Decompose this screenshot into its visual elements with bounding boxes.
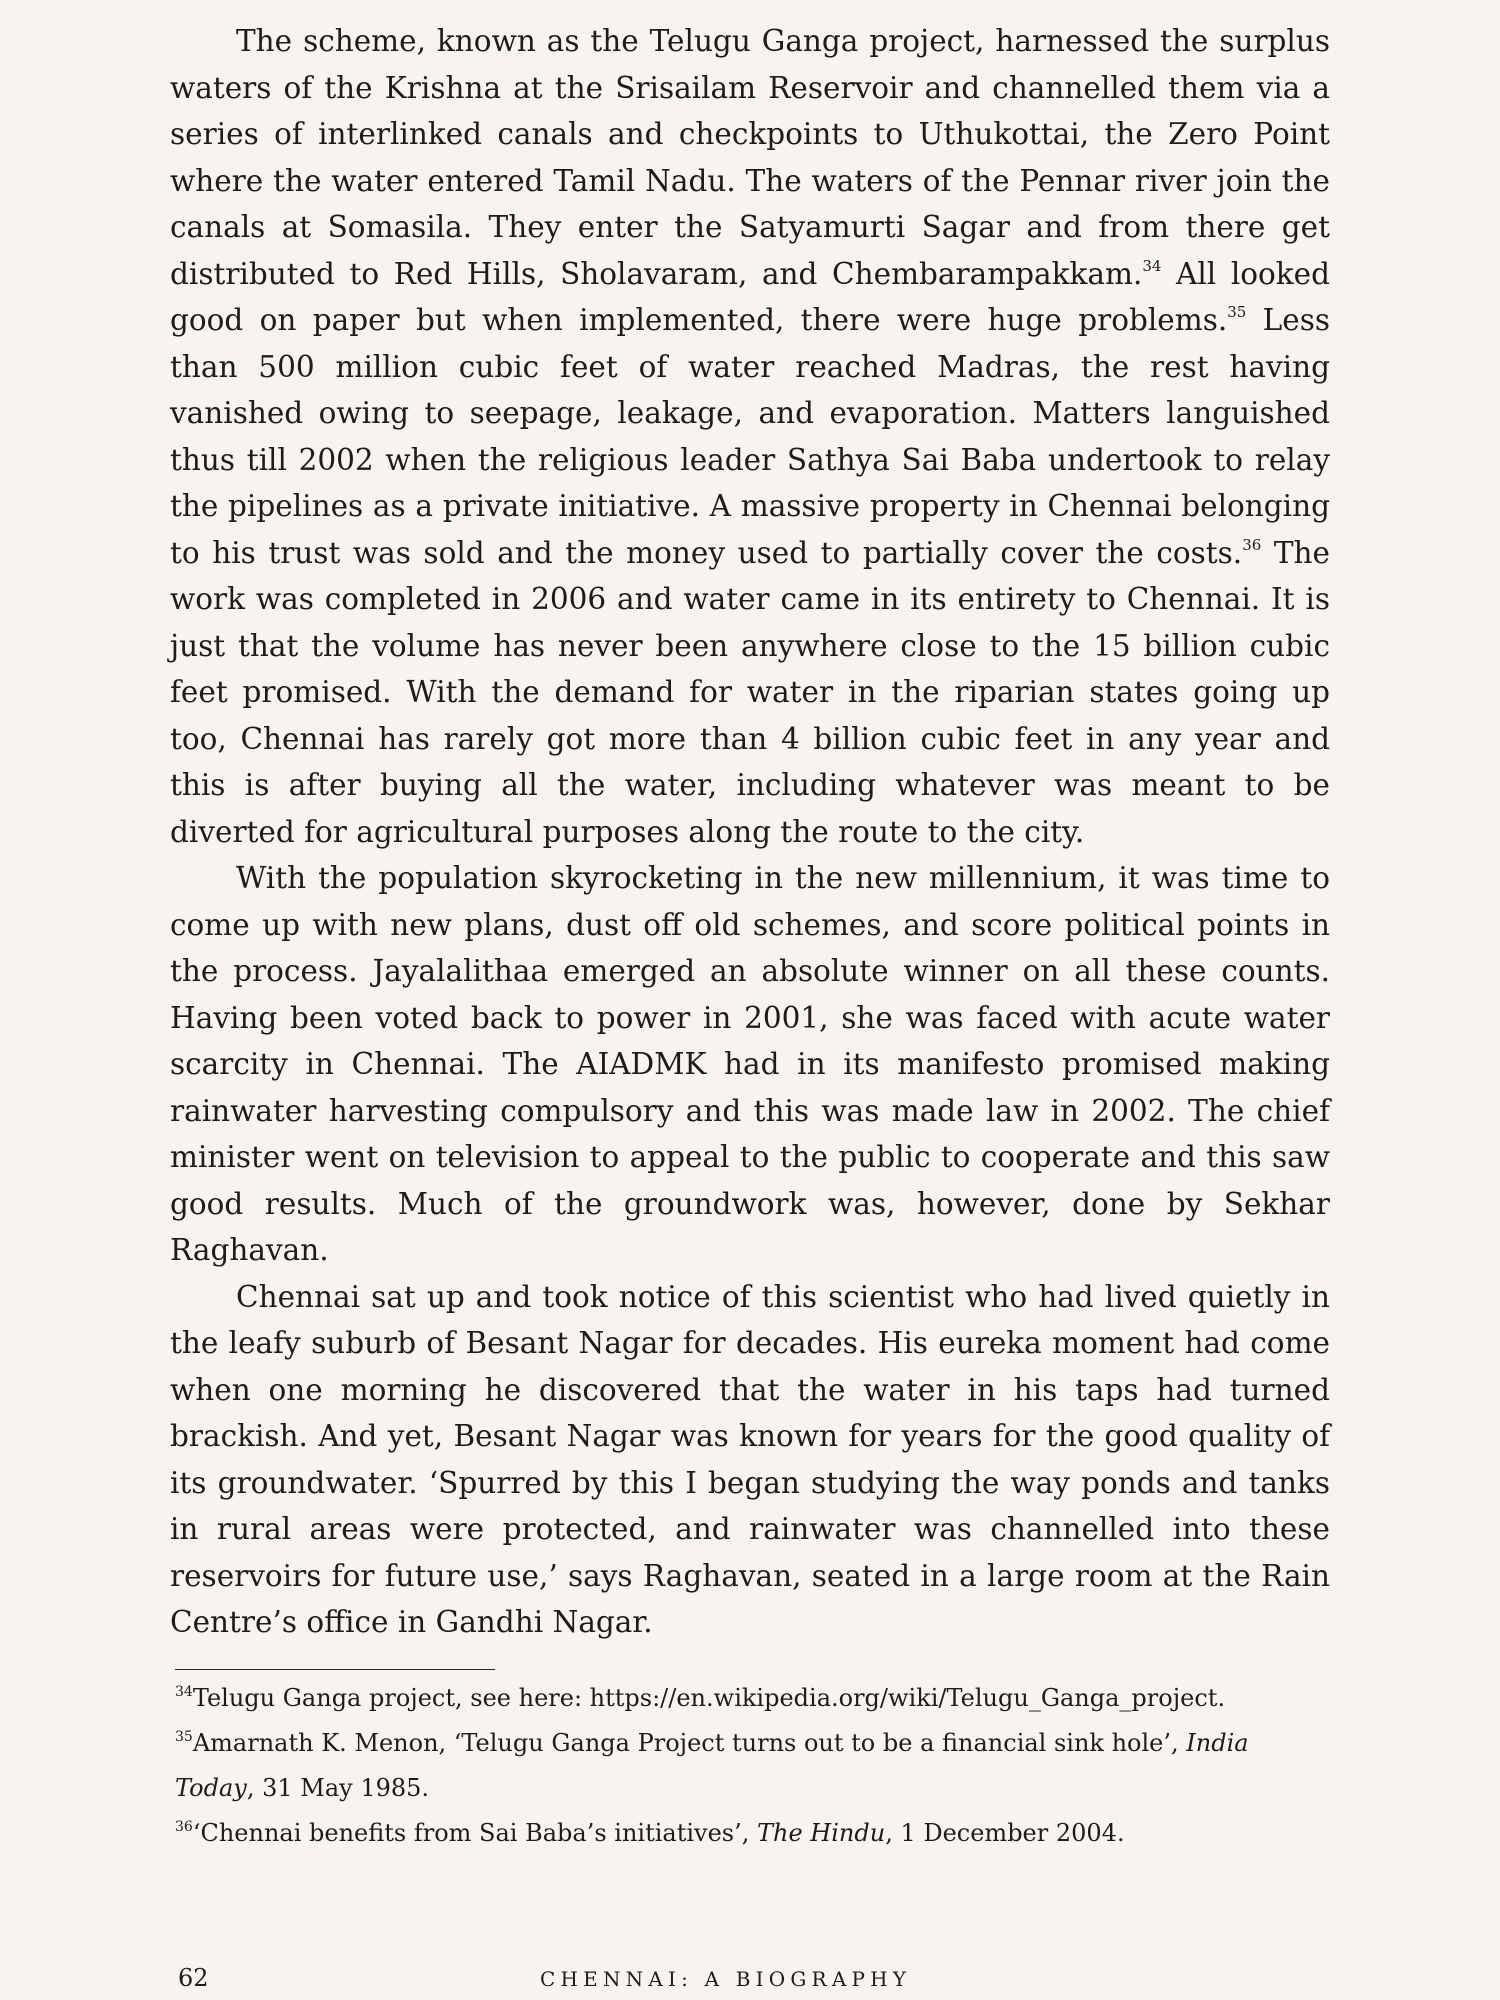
footnote-date: , 31 May 1985. xyxy=(246,1774,430,1802)
page-number: 62 xyxy=(178,1964,209,1992)
footnote-34 xyxy=(175,1676,1335,1721)
paragraph-text: All looked good on paper but when implemented, there were huge problems. xyxy=(170,256,1330,337)
paragraph-telugu-ganga xyxy=(170,18,1330,855)
footnote-ref-34: 34 xyxy=(1142,256,1162,275)
footnote-divider xyxy=(175,1669,495,1670)
footnote-number: 34 xyxy=(175,1684,193,1700)
paragraph-text: The work was completed in 2006 and water came in its entirety to Chennai. It is just that the volume has never been anywhere close to the 15 billion cubic feet promised. With the demand for water in the riparian states going up too, Chennai has rarely got more than 4 billion cubic feet in any year and this is after buying all the water, including whatever was meant to be diverted for agricultural purposes along the route to the city. xyxy=(170,535,1330,849)
body-text xyxy=(170,18,1330,1646)
footnote-text: Telugu Ganga project, see here: https://en.wikipedia.org/wiki/Telugu_Ganga_project. xyxy=(192,1684,1226,1712)
footnote-35 xyxy=(175,1721,1335,1811)
footnote-source-title: The Hindu xyxy=(757,1819,886,1847)
footnote-text: Amarnath K. Menon, ‘Telugu Ganga Project turns out to be a financial sink hole’, xyxy=(192,1729,1187,1757)
running-head: CHENNAI: A BIOGRAPHY xyxy=(540,1967,912,1991)
paragraph-text: Less than 500 million cubic feet of water reached Madras, the rest having vanished owing to seepage, leakage, and evaporation. Matters languished thus till 2002 when the religious leader Sathya Sai Baba undertook to relay the pipelines as a private initiative. A massive property in Chennai belonging to his trust was sold and the money used to partially cover the costs. xyxy=(170,303,1331,570)
footnote-ref-36: 36 xyxy=(1242,535,1262,554)
paragraph-text: The scheme, known as the Telugu Ganga project, harnessed the surplus waters of the Krishna at the Srisailam Reservoir and channelled them via a series of interlinked canals and checkpoints to Uthukottai, the Zero Point where the water entered Tamil Nadu. The waters of the Pennar river join the canals at Somasila. They enter the Satyamurti Sagar and from there get distributed to Red Hills, Sholavaram, and Chembarampakkam. xyxy=(170,24,1330,291)
footnote-source-title: India Today xyxy=(175,1729,1249,1802)
footnote-number: 35 xyxy=(175,1729,193,1745)
footnote-number: 36 xyxy=(175,1819,193,1835)
footnotes xyxy=(175,1676,1335,1856)
footnote-36 xyxy=(175,1811,1335,1856)
paragraph-raghavan: Chennai sat up and took notice of this scientist who had lived quietly in the leafy suburb of Besant Nagar for decades. His eureka moment had come when one morning he discovered that the water in his taps had turned brackish. And yet, Besant Nagar was known for years for the good quality of its groundwater. ‘Spurred by this I began studying the way ponds and tanks in rural areas were protected, and rainwater was channelled into these reservoirs for future use,’ says Raghavan, seated in a large room at the Rain Centre’s office in Gandhi Nagar. xyxy=(170,1279,1330,1639)
footnote-ref-35: 35 xyxy=(1227,303,1247,321)
footnote-date: , 1 December 2004. xyxy=(885,1819,1125,1847)
paragraph-population: With the population skyrocketing in the new millennium, it was time to come up with new plans, dust off old schemes, and score political points in the process. Jayalalithaa emerged an absolute winner on all these counts. Having been voted back to power in 2001, she was faced with acute water scarcity in Chennai. The AIADMK had in its manifesto promised making rainwater harvesting compulsory and this was made law in 2002. The chief minister went on television to appeal to the public to cooperate and this saw good results. Much of the groundwork was, however, done by Sekhar Raghavan. xyxy=(170,861,1330,1267)
footnote-text: ‘Chennai benefits from Sai Baba’s initiatives’, xyxy=(192,1819,757,1847)
